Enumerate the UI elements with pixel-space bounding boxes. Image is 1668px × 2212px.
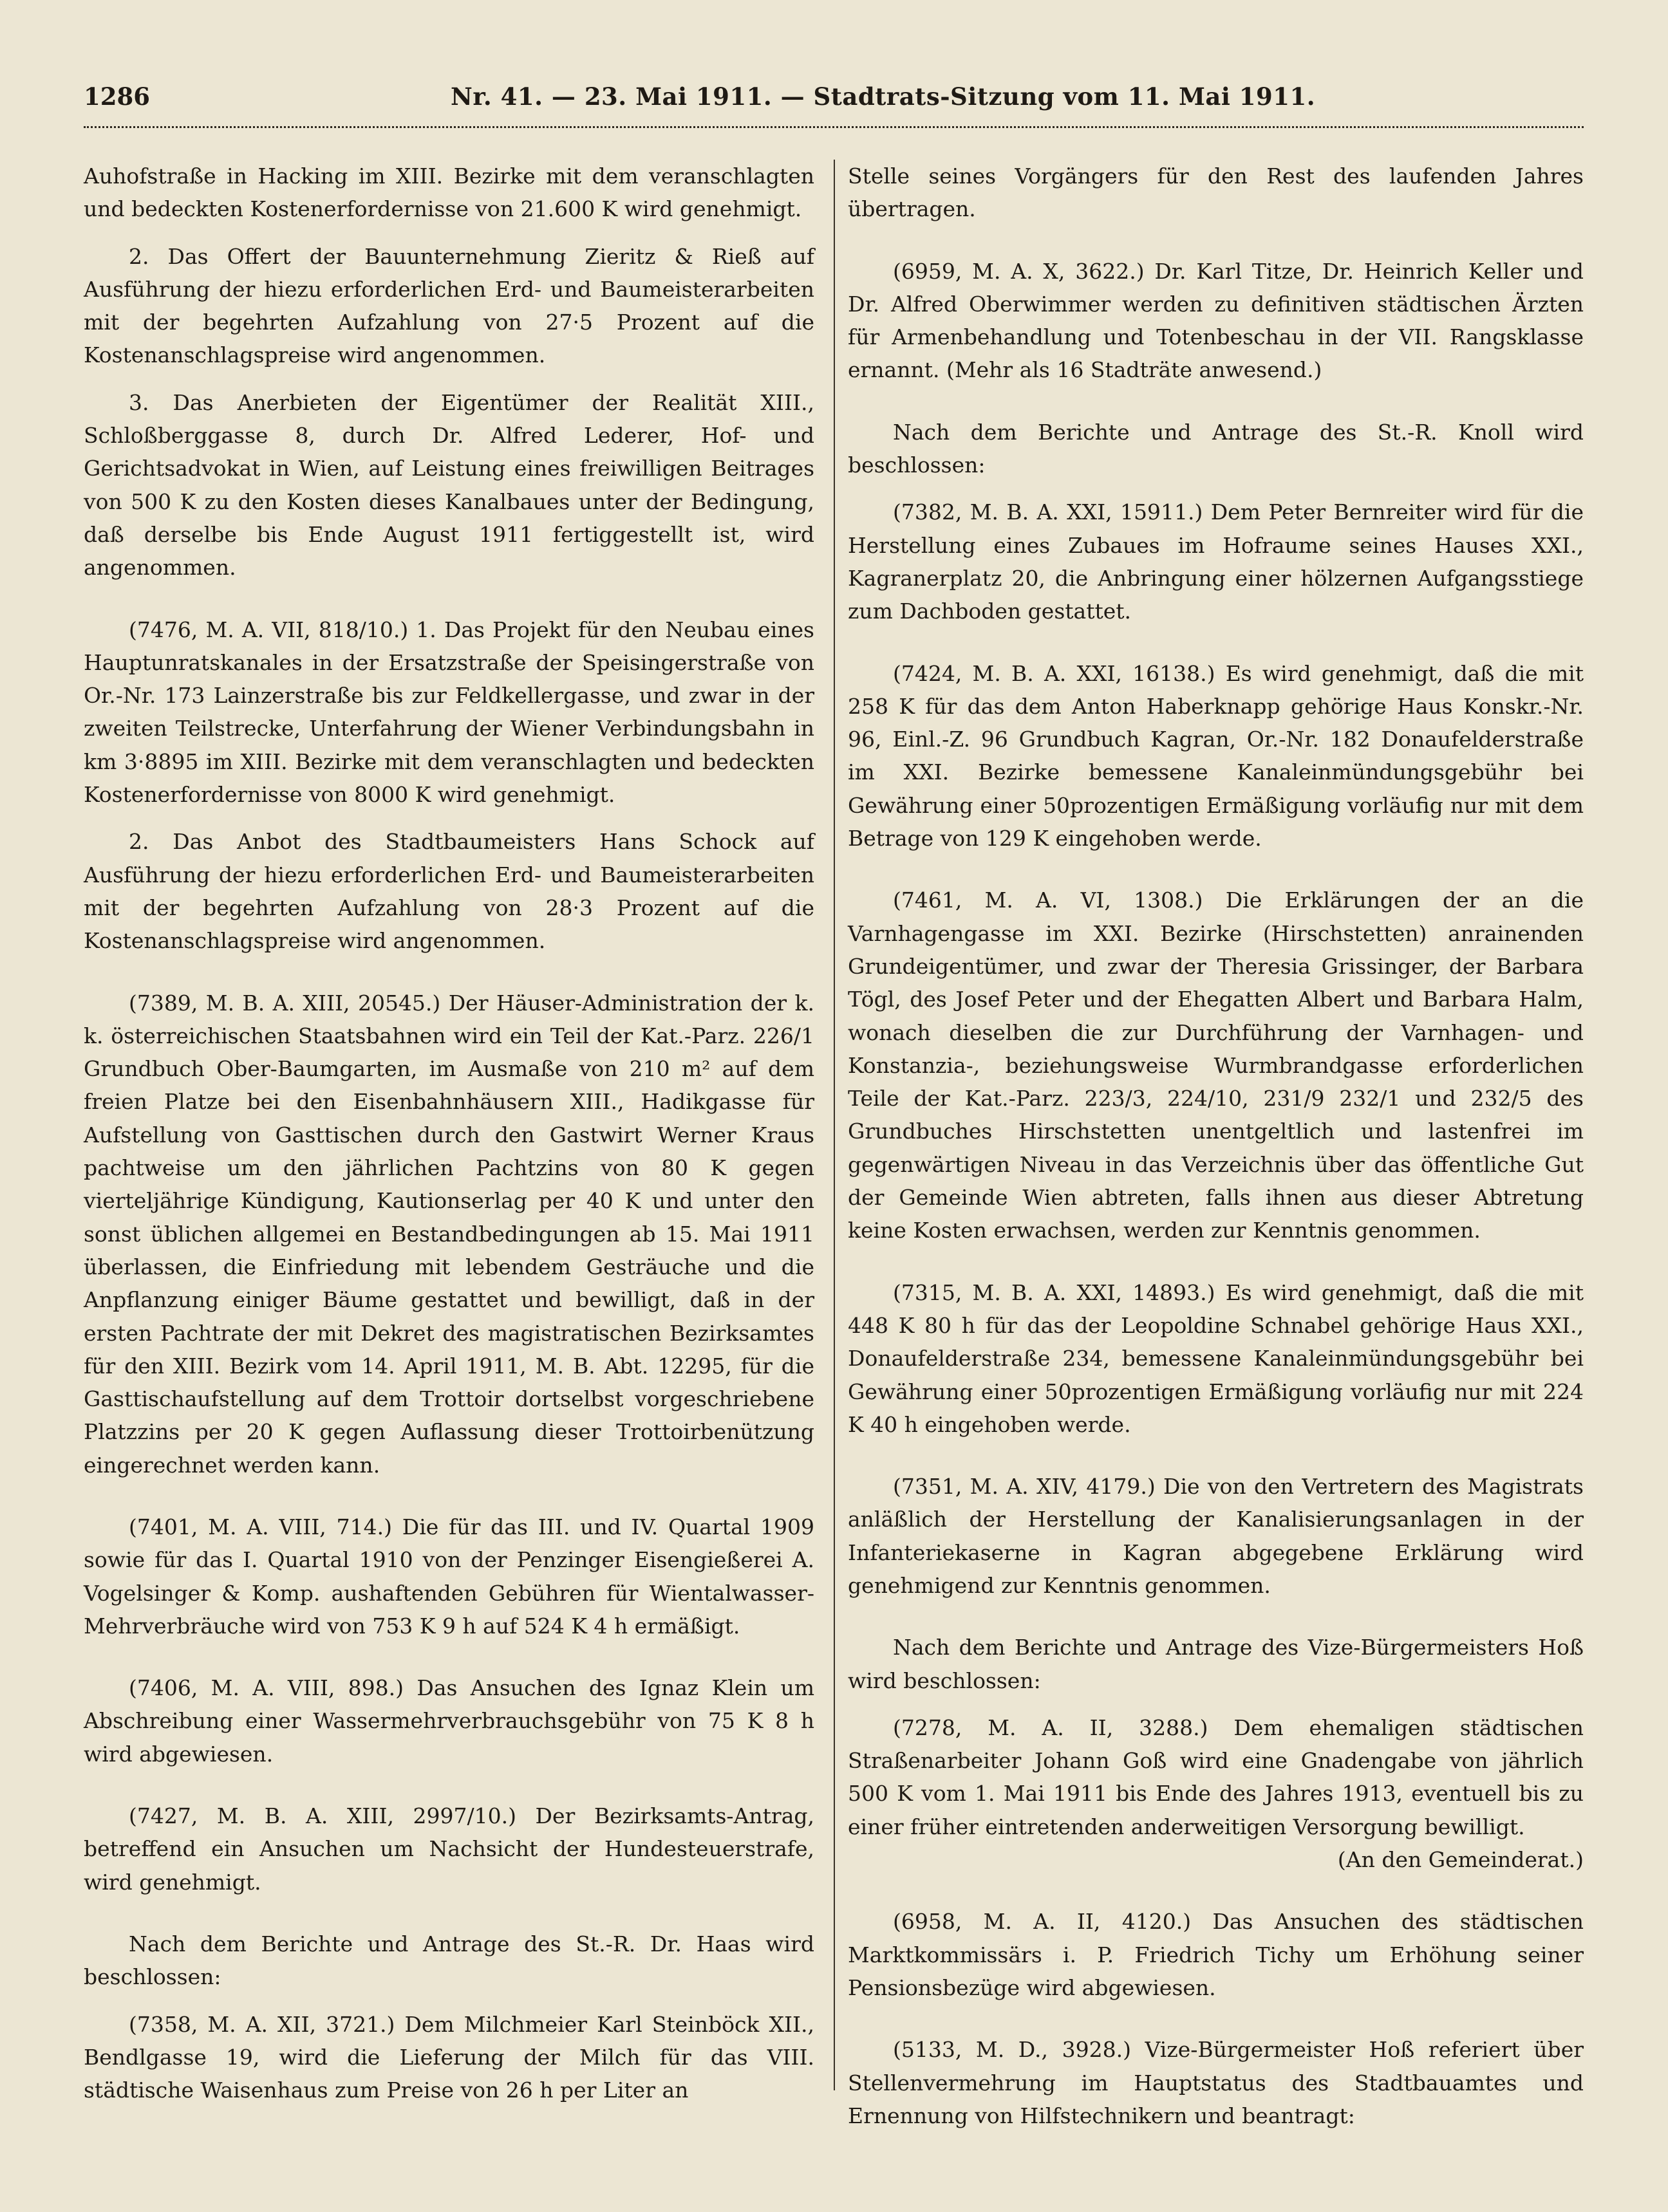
paragraph: (7461, M. A. VI, 1308.) Die Erklärungen der an die Varnhagengasse im XXI. Bezirke (Hirschstetten) anrainenden Grundeigentümer, und zwar der Theresia Grissinger, der Barbara Tögl, des Josef Peter und der Ehegatten Albert und Barbara Halm, wonach dieselben die zur Durchführung der Varnhagen- und Konstanzia-, beziehungsweise Wurmbrandgasse erforderlichen Teile der Kat.-Parz. 223/3, 224/10, 231/9 232/1 und 232/5 des Grundbuches Hirschstetten unentgeltlich und lastenfrei im gegenwärtigen Niveau in das Verzeichnis über das öffentliche Gut der Gemeinde Wien abtreten, falls ihnen aus dieser Abtretung keine Kosten erwachsen, werden zur Kenntnis genommen. — [848, 888, 1584, 1243]
header-rule — [84, 126, 1584, 128]
paragraph: Stelle seines Vorgängers für den Rest des laufenden Jahres übertragen. — [848, 163, 1584, 222]
section-intro: Nach dem Berichte und Antrage des Vize-Bürgermeisters Hoß wird beschlossen: — [848, 1635, 1584, 1693]
left-column — [84, 160, 814, 2106]
referral-note: (An den Gemeinderat.) — [1337, 1847, 1584, 1873]
paragraph: (5133, M. D., 3928.) Vize-Bürgermeister Hoß referiert über Stellenvermehrung im Hauptstatus des Stadtbauamtes und Ernennung von Hilfstechnikern und beantragt: — [848, 2037, 1584, 2128]
paragraph: 2. Das Offert der Bauunternehmung Zieritz & Rieß auf Ausführung der hiezu erforderlichen Erd- und Baumeisterarbeiten mit der begehrten Aufzahlung von 27·5 Prozent auf die Kostenanschlagspreise wird angenommen. — [84, 243, 814, 368]
paragraph: (7315, M. B. A. XXI, 14893.) Es wird genehmigt, daß die mit 448 K 80 h für das der Leopoldine Schnabel gehörige Haus XXI., Donaufelderstraße 234, bemessene Kanaleinmündungsgebühr bei Gewährung einer 50prozentigen Ermäßigung vorläufig nur mit 224 K 40 h eingehoben werde. — [848, 1279, 1584, 1437]
paragraph: (7382, M. B. A. XXI, 15911.) Dem Peter Bernreiter wird für die Herstellung eines Zubaues im Hofraume seines Hauses XXI., Kagranerplatz 20, die Anbringung einer hölzernen Aufgangsstiege zum Dachboden gestattet. — [848, 499, 1584, 624]
paragraph: 3. Das Anerbieten der Eigentümer der Realität XIII., Schloßberggasse 8, durch Dr. Alfred Lederer, Hof- und Gerichtsadvokat in Wien, auf Leistung eines freiwilligen Beitrages von 500 K zu den Kosten dieses Kanalbaues unter der Bedingung, daß derselbe bis Ende August 1911 fertiggestellt ist, wird angenommen. — [84, 389, 814, 581]
paragraph: (7389, M. B. A. XIII, 20545.) Der Häuser-Administration der k. k. österreichischen Staatsbahnen wird ein Teil der Kat.-Parz. 226/1 Grundbuch Ober-Baumgarten, im Ausmaße von 210 m² auf dem freien Platze bei den Eisenbahnhäusern XIII., Hadikgasse für Aufstellung von Gasttischen durch den Gastwirt Werner Kraus pachtweise um den jährlichen Pachtzins von 80 K gegen vierteljährige Kündigung, Kautionserlag per 40 K und unter den sonst üblichen allgemei en Bestandbedingungen ab 15. Mai 1911 überlassen, die Einfriedung mit lebendem Gesträuche und die Anpflanzung einiger Bäume gestattet und bewilligt, daß in der ersten Pachtrate der mit Dekret des magistratischen Bezirksamtes für den XIII. Bezirk vom 14. April 1911, M. B. Abt. 12295, für die Gasttischaufstellung auf dem Trottoir dortselbst vorgeschriebene Platzzins per 20 K gegen Auflassung dieser Trottoirbenützung eingerechnet werden kann. — [84, 990, 814, 1478]
paragraph: (6959, M. A. X, 3622.) Dr. Karl Titze, Dr. Heinrich Keller und Dr. Alfred Oberwimmer werden zu definitiven städtischen Ärzten für Armenbehandlung und Totenbeschau in der VII. Rangsklasse ernannt. (Mehr als 16 Stadträte anwesend.) — [848, 258, 1584, 383]
paragraph: (7278, M. A. II, 3288.) Dem ehemaligen städtischen Straßenarbeiter Johann Goß wird eine Gnadengabe von jährlich 500 K vom 1. Mai 1911 bis Ende des Jahres 1913, eventuell bis zu einer früher eintretenden anderweitigen Versorgung bewilligt. — [848, 1715, 1584, 1839]
paragraph: (7401, M. A. VIII, 714.) Die für das III. und IV. Quartal 1909 sowie für das I. Quartal 1910 von der Penzinger Eisengießerei A. Vogelsinger & Komp. aushaftenden Gebühren für Wientalwasser-Mehrverbräuche wird von 753 K 9 h auf 524 K 4 h ermäßigt. — [84, 1514, 814, 1639]
paragraph: (7427, M. B. A. XIII, 2997/10.) Der Bezirksamts-Antrag, betreffend ein Ansuchen um Nachsicht der Hundesteuerstrafe, wird genehmigt. — [84, 1803, 814, 1895]
page-header — [84, 82, 1584, 121]
paragraph: (6958, M. A. II, 4120.) Das Ansuchen des städtischen Marktkommissärs i. P. Friedrich Tichy um Erhöhung seiner Pensionsbezüge wird abgewiesen. — [848, 1909, 1584, 2000]
right-column — [848, 160, 1584, 2132]
paragraph: (7476, M. A. VII, 818/10.) 1. Das Projekt für den Neubau eines Hauptunratskanales in der Ersatzstraße der Speisingerstraße von Or.-Nr. 173 Lainzerstraße bis zur Feldkellergasse, und zwar in der zweiten Teilstrecke, Unterfahrung der Wiener Verbindungsbahn in km 3·8895 im XIII. Bezirke mit dem veranschlagten und bedeckten Kostenerfordernisse von 8000 K wird genehmigt. — [84, 617, 814, 808]
paragraph: (7351, M. A. XIV, 4179.) Die von den Vertretern des Magistrats anläßlich der Herstellung der Kanalisierungsanlagen in der Infanteriekaserne in Kagran abgegebene Erklärung wird genehmigend zur Kenntnis genommen. — [848, 1474, 1584, 1598]
section-intro: Nach dem Berichte und Antrage des St.-R. Dr. Haas wird beschlossen: — [84, 1931, 814, 1990]
running-title: Nr. 41. — 23. Mai 1911. — Stadtrats-Sitzung vom 11. Mai 1911. — [451, 82, 1316, 111]
section-intro: Nach dem Berichte und Antrage des St.-R. Knoll wird beschlossen: — [848, 419, 1584, 478]
paragraph: 2. Das Anbot des Stadtbaumeisters Hans Schock auf Ausführung der hiezu erforderlichen Erd- und Baumeisterarbeiten mit der begehrten Aufzahlung von 28·3 Prozent auf die Kostenanschlagspreise wird angenommen. — [84, 829, 814, 954]
paragraph: (7358, M. A. XII, 3721.) Dem Milchmeier Karl Steinböck XII., Bendlgasse 19, wird die Lieferung der Milch für das VIII. städtische Waisenhaus zum Preise von 26 h per Liter an — [84, 2011, 814, 2103]
column-divider — [834, 160, 835, 2090]
paragraph: Auhofstraße in Hacking im XIII. Bezirke mit dem veranschlagten und bedeckten Kostenerfordernisse von 21.600 K wird genehmigt. — [84, 163, 814, 222]
paragraph: (7424, M. B. A. XXI, 16138.) Es wird genehmigt, daß die mit 258 K für das dem Anton Haberknapp gehörige Haus Konskr.-Nr. 96, Einl.-Z. 96 Grundbuch Kagran, Or.-Nr. 182 Donaufelderstraße im XXI. Bezirke bemessene Kanaleinmündungsgebühr bei Gewährung einer 50prozentigen Ermäßigung vorläufig nur mit dem Betrage von 129 K eingehoben werde. — [848, 660, 1584, 851]
paragraph: (7406, M. A. VIII, 898.) Das Ansuchen des Ignaz Klein um Abschreibung einer Wassermehrverbrauchsgebühr von 75 K 8 h wird abgewiesen. — [84, 1675, 814, 1767]
page-number: 1286 — [84, 82, 150, 111]
